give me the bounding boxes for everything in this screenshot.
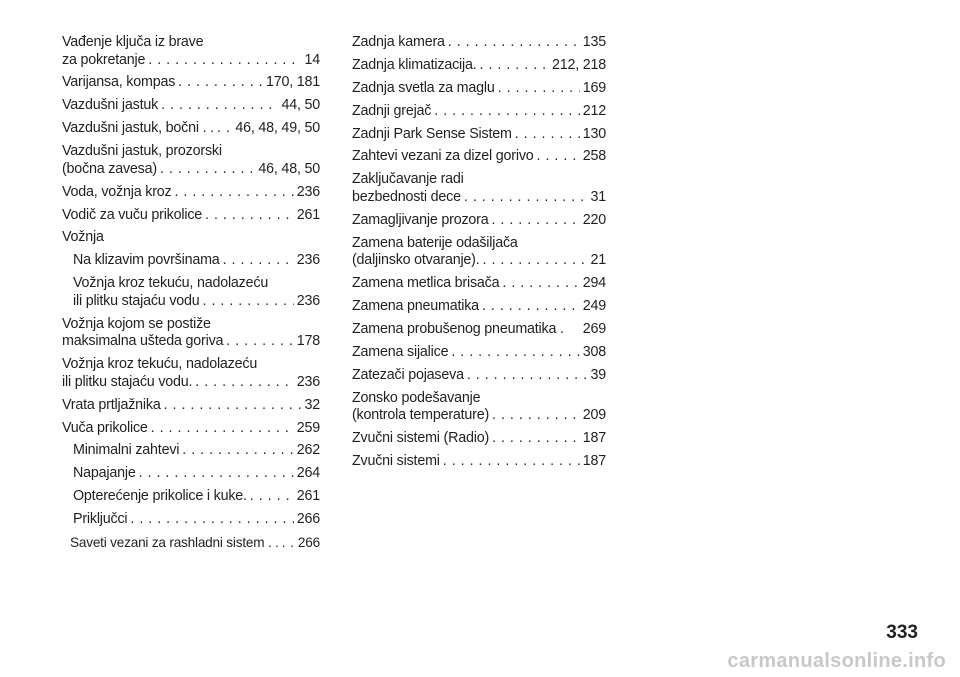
page-number: 333 — [886, 622, 918, 643]
index-entry-page: 261 — [296, 206, 320, 223]
index-entry-label: Priključci — [73, 511, 128, 528]
index-entry-label: Zamena sijalice — [352, 343, 449, 360]
index-entry-lead: Zonsko podešavanje — [352, 389, 481, 406]
index-entry — [352, 430, 606, 448]
index-entry-row — [352, 275, 606, 293]
index-entry-label: (kontrola temperature) — [352, 407, 490, 424]
index-entry-lead: Vožnja kroz tekuću, nadolazeću — [73, 275, 269, 292]
index-entry-page: 236 — [296, 252, 320, 269]
index-entry-row — [352, 453, 606, 471]
index-entry-label: Zamena pneumatika — [352, 298, 479, 315]
index-entry-page: 187 — [582, 430, 606, 447]
dot-leader — [491, 212, 579, 230]
index-entry-row — [352, 189, 606, 207]
index-entry-page: 46, 48, 49, 50 — [235, 120, 320, 137]
dot-leader — [451, 344, 579, 362]
index-entry-page: 261 — [296, 488, 320, 505]
index-entry-row — [352, 57, 606, 75]
index-entry-page: 262 — [296, 442, 320, 459]
index-entry — [352, 235, 606, 270]
index-entry-lead: Vožnja kroz tekuću, nadolazeću — [62, 356, 258, 373]
dot-leader — [434, 103, 579, 121]
index-entry — [62, 488, 320, 506]
dot-leader — [174, 184, 293, 202]
dot-leader — [226, 333, 293, 351]
index-column-left — [62, 34, 320, 557]
dot-leader — [480, 57, 549, 75]
index-entry-page: 14 — [304, 51, 320, 68]
dot-leader — [151, 420, 294, 438]
index-entry-row — [73, 488, 320, 506]
index-entry — [62, 420, 320, 438]
index-entry-page: 169 — [582, 79, 606, 96]
index-entry-page: 236 — [296, 183, 320, 200]
index-entry-row — [352, 80, 606, 98]
index-entry — [352, 453, 606, 471]
index-entry-label: bezbednosti dece — [352, 188, 461, 205]
index-entry-lead: Zaključavanje radi — [352, 171, 464, 188]
index-entry-row — [62, 120, 320, 138]
dot-leader — [164, 397, 302, 415]
index-entry-label: (daljinsko otvaranje). — [352, 252, 480, 269]
index-entry — [352, 103, 606, 121]
index-entry — [352, 298, 606, 316]
dot-leader — [498, 80, 580, 98]
dot-leader — [250, 488, 294, 506]
index-entry — [62, 511, 320, 529]
index-entry — [352, 80, 606, 98]
dot-leader — [217, 120, 232, 138]
index-entry-label: Opterećenje prikolice i kuke. — [73, 488, 247, 505]
dot-leader — [130, 511, 293, 529]
dot-leader — [464, 189, 588, 207]
dot-leader — [492, 430, 580, 448]
index-entry-page: 32 — [304, 396, 320, 413]
index-entry-row — [73, 293, 320, 311]
index-entry-page: 308 — [582, 343, 606, 360]
index-entry-label: Voda, vožnja kroz — [62, 183, 172, 200]
index-entry-label: Napajanje — [73, 465, 136, 482]
index-entry-row — [62, 374, 320, 392]
index-entry — [62, 275, 320, 310]
dot-leader — [483, 252, 588, 270]
index-entry-label: Zadnja kamera — [352, 34, 445, 50]
index-entry-label: Zatezači pojaseva — [352, 366, 464, 383]
index-entry-page: 39 — [590, 366, 606, 383]
index-entry-page: 209 — [582, 407, 606, 424]
index-entry-label: Zvučni sistemi — [352, 453, 440, 470]
index-entry-lead: Vazdušni jastuk, prozorski — [62, 143, 222, 160]
dot-leader — [482, 298, 580, 316]
index-entry-label: Na klizavim površinama — [73, 252, 220, 269]
index-entry-page: 187 — [582, 453, 606, 470]
index-entry-label: Zahtevi vezani za dizel gorivo — [352, 148, 534, 165]
index-entry-row — [62, 333, 320, 351]
dot-leader — [467, 367, 588, 385]
dot-leader — [223, 252, 294, 270]
index-entry — [352, 126, 606, 144]
index-entry-label: Zadnji Park Sense Sistem — [352, 125, 512, 142]
index-entry-row — [62, 161, 320, 179]
index-entry-page: 212 — [582, 102, 606, 119]
dot-leader — [443, 453, 580, 471]
index-entry-row — [62, 207, 320, 225]
index-entry — [352, 57, 606, 75]
index-entry-label: Vazdušni jastuk — [62, 97, 159, 114]
index-entry — [62, 207, 320, 225]
index-entry-row — [70, 534, 320, 552]
index-entry-label: Zadnji grejač — [352, 102, 432, 119]
index-entry — [62, 184, 320, 202]
watermark: carmanualsonline.info — [727, 650, 946, 672]
dot-leader — [492, 407, 580, 425]
index-entry-label: maksimalna ušteda goriva — [62, 333, 224, 350]
index-entry-lead: Vožnja kojom se postiže — [62, 315, 211, 332]
dot-leader — [502, 275, 579, 293]
index-entry-page: 135 — [582, 34, 606, 50]
dot-leader — [148, 52, 301, 70]
index-entry — [352, 212, 606, 230]
index-entry-label: Zadnja svetla za maglu — [352, 79, 495, 96]
index-entry-page: 249 — [582, 298, 606, 315]
index-entry — [62, 74, 320, 92]
index-entry-label: ili plitku stajaću vodu. — [62, 373, 193, 390]
index-entry-label: Zamagljivanje prozora — [352, 211, 489, 228]
index-entry — [62, 397, 320, 415]
index-entry-row — [352, 252, 606, 270]
index-entry — [62, 356, 320, 391]
index-entry-lead: Vađenje ključa iz brave — [62, 34, 204, 50]
index-entry-page: 46, 48, 50 — [258, 160, 320, 177]
index-entry-page: 264 — [296, 465, 320, 482]
index-entry-page: 31 — [590, 188, 606, 205]
index-entry — [62, 34, 320, 69]
index-entry-page: 178 — [296, 333, 320, 350]
index-entry-page: 212, 218 — [551, 56, 606, 73]
index-entry-row — [62, 184, 320, 202]
index-entry-label: Zamena probušenog pneumatika . — [352, 320, 564, 337]
index-entry-page: 266 — [297, 535, 320, 550]
index-entry — [62, 229, 320, 247]
dot-leader — [178, 74, 263, 92]
index-entry-label: Zvučni sistemi (Radio) — [352, 430, 490, 447]
index-entry-page: 259 — [296, 419, 320, 436]
index-entry-lead: Vožnja — [62, 229, 104, 246]
index-entry — [352, 321, 606, 339]
dot-leader — [182, 442, 293, 460]
index-entry-row — [73, 442, 320, 460]
dot-leader — [203, 293, 294, 311]
index-entry-label: Vrata prtljažnika — [62, 396, 161, 413]
index-entry-row — [62, 74, 320, 92]
index-entry-label: Vodič za vuču prikolice — [62, 206, 203, 223]
index-entry-row — [352, 148, 606, 166]
index-entry — [352, 171, 606, 206]
index-entry-page: 170, 181 — [265, 74, 320, 91]
index-entry-row — [352, 430, 606, 448]
index-entry-row — [352, 321, 606, 339]
index-entry-row — [73, 252, 320, 270]
dot-leader — [139, 465, 294, 483]
index-entry-page: 44, 50 — [281, 97, 320, 114]
index-entry — [352, 275, 606, 293]
index-entry — [352, 390, 606, 425]
index-entry — [62, 97, 320, 115]
index-entry — [352, 367, 606, 385]
dot-leader — [205, 207, 294, 225]
index-entry-row — [62, 97, 320, 115]
index-entry-lead: Zamena baterije odašiljača — [352, 234, 518, 251]
dot-leader — [537, 148, 580, 166]
index-entry-label: Varijansa, kompas — [62, 74, 176, 91]
index-entry — [62, 534, 320, 552]
index-entry — [352, 34, 606, 52]
index-entry-row — [352, 407, 606, 425]
index-entry-row — [352, 367, 606, 385]
index-entry-page: 266 — [296, 511, 320, 528]
index-entry-page: 236 — [296, 373, 320, 390]
dot-leader — [515, 126, 580, 144]
index-entry-page: 21 — [590, 252, 606, 269]
index-entry-row — [352, 298, 606, 316]
index-entry — [62, 252, 320, 270]
index-entry-label: ili plitku stajaću vodu — [73, 292, 200, 309]
dot-leader — [160, 161, 255, 179]
index-entry — [62, 442, 320, 460]
index-entry-label: za pokretanje — [62, 51, 146, 68]
index-entry-page: 258 — [582, 148, 606, 165]
index-entry — [62, 316, 320, 351]
dot-leader — [448, 34, 580, 52]
index-entry-label: (bočna zavesa) — [62, 160, 157, 177]
dot-leader — [282, 534, 295, 552]
index-entry-row — [352, 126, 606, 144]
index-entry-page: 220 — [582, 211, 606, 228]
index-entry-label: Zadnja klimatizacija. — [352, 56, 477, 73]
index-entry-row — [352, 212, 606, 230]
index-entry-row — [352, 344, 606, 362]
index-entry-page: 269 — [582, 320, 606, 337]
index-entry — [352, 344, 606, 362]
index-entry-label: Vazdušni jastuk, bočni . . — [62, 120, 214, 137]
index-entry-row — [62, 397, 320, 415]
index-entry-row — [62, 420, 320, 438]
index-entry — [352, 148, 606, 166]
index-entry — [62, 120, 320, 138]
index-column-right — [352, 34, 606, 476]
index-entry-row — [73, 511, 320, 529]
index-entry — [62, 143, 320, 178]
index-entry-label: Saveti vezani za rashladni sistem . . — [70, 535, 279, 550]
index-entry — [62, 465, 320, 483]
index-entry-label: Vuča prikolice — [62, 419, 148, 436]
index-entry-row — [73, 465, 320, 483]
index-entry-row — [352, 34, 606, 52]
index-entry-label: Zamena metlica brisača — [352, 275, 500, 292]
index-entry-page: 236 — [296, 292, 320, 309]
dot-leader — [161, 97, 278, 115]
index-entry-label: Minimalni zahtevi — [73, 442, 180, 459]
index-entry-page: 294 — [582, 275, 606, 292]
index-entry-page: 130 — [582, 125, 606, 142]
index-entry-row — [352, 103, 606, 121]
index-entry-row — [62, 52, 320, 70]
dot-leader — [195, 374, 293, 392]
